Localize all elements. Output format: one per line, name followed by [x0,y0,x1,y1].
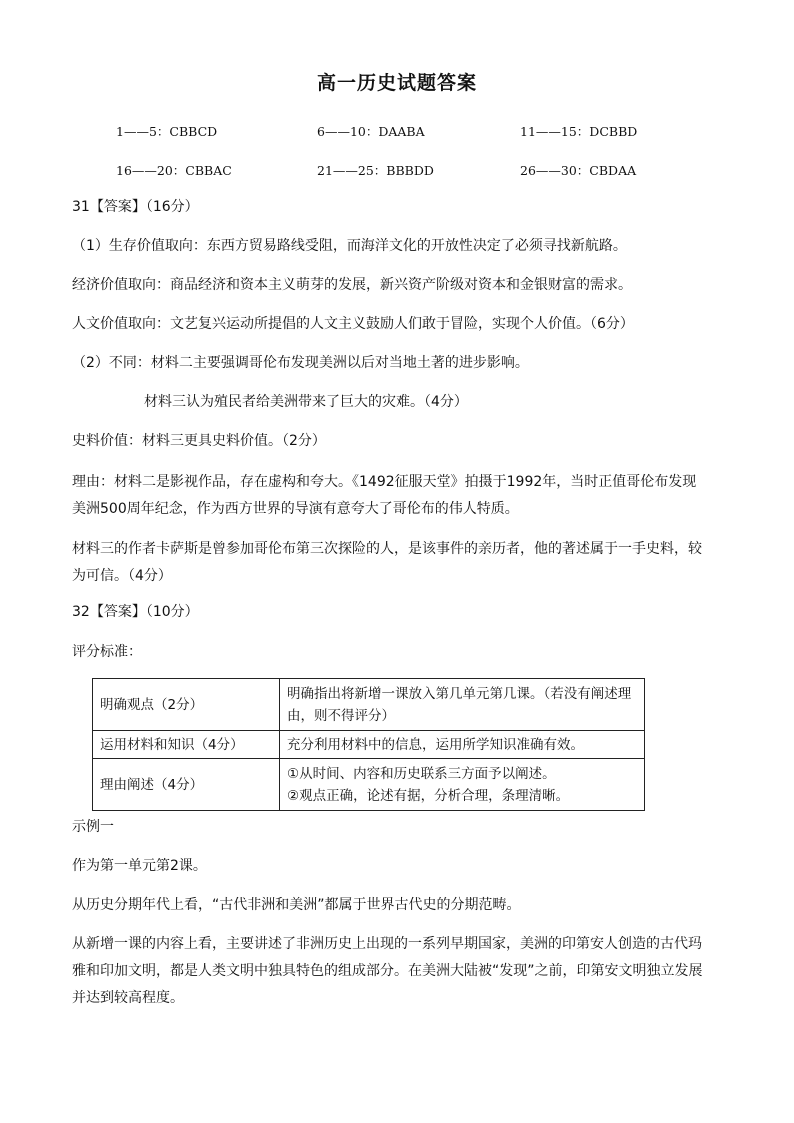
grading-table [92,678,645,811]
example-paragraph: 从新增一课的内容上看，主要讲述了非洲历史上出现的一系列早期国家，美洲的印第安人创造的古代玛雅和印加文明，都是人类文明中独具特色的组成部分。在美洲大陆被“发现”之前，印第安文明独立发展并达到较高程度。 [72,936,703,1006]
criteria-label: 评分标准： [72,644,142,660]
q31-header: 31【答案】（16分） [72,199,199,215]
answer-group: 26——30：CBDAA [520,163,637,178]
q31-paragraph: 材料三的作者卡萨斯是曾参加哥伦布第三次探险的人，是该事件的亲历者，他的著述属于一手史料，较为可信。（4分） [72,541,702,584]
criterion-line: ②观点正确，论述有据，分析合理，条理清晰。 [287,787,570,804]
answer-row-2 [0,161,794,181]
q31-paragraph: （2）不同：材料二主要强调哥伦布发现美洲以后对当地土著的进步影响。 [72,355,529,371]
answer-group: 6——10：DAABA [317,124,425,139]
table-cell-item: 理由阐述（4分） [93,759,280,811]
table-row [93,679,645,731]
answer-group: 16——20：CBBAC [116,163,232,178]
answer-group: 11——15：DCBBD [520,124,638,139]
q31-paragraph: 材料三认为殖民者给美洲带来了巨大的灾难。（4分） [144,394,468,410]
table-cell-item: 运用材料和知识（4分） [93,731,280,759]
page-title: 高一历史试题答案 [316,72,477,94]
q31-paragraph: 理由：材料二是影视作品，存在虚构和夸大。《1492征服天堂》拍摄于1992年，当时正值哥伦布发现美洲500周年纪念，作为西方世界的导演有意夸大了哥伦布的伟人特质。 [72,474,697,517]
answer-row-1 [0,122,794,142]
q31-paragraph: （1）生存价值取向：东西方贸易路线受阻，而海洋文化的开放性决定了必须寻找新航路。 [72,238,627,254]
answer-group: 1——5：CBBCD [116,124,218,139]
table-row [93,759,645,811]
q31-paragraph: 史料价值：材料三更具史料价值。（2分） [72,433,326,449]
example-title: 示例一 [72,819,114,835]
table-cell-desc: 明确指出将新增一课放入第几单元第几课。（若没有阐述理由，则不得评分） [280,679,645,731]
table-cell-desc [280,759,645,811]
criterion-line: ①从时间、内容和历史联系三方面予以阐述。 [287,765,556,782]
q31-paragraph: 人文价值取向：文艺复兴运动所提倡的人文主义鼓励人们敢于冒险，实现个人价值。（6分） [72,316,634,332]
table-cell-desc: 充分利用材料中的信息，运用所学知识准确有效。 [280,731,645,759]
q32-header: 32【答案】（10分） [72,604,199,620]
answer-group: 21——25：BBBDD [317,163,434,178]
table-row [93,731,645,759]
q31-paragraph: 经济价值取向：商品经济和资本主义萌芽的发展，新兴资产阶级对资本和金银财富的需求。 [72,277,632,293]
example-paragraph: 从历史分期年代上看，“古代非洲和美洲”都属于世界古代史的分期范畴。 [72,897,521,913]
table-cell-item: 明确观点（2分） [93,679,280,731]
example-paragraph: 作为第一单元第2课。 [72,858,207,874]
